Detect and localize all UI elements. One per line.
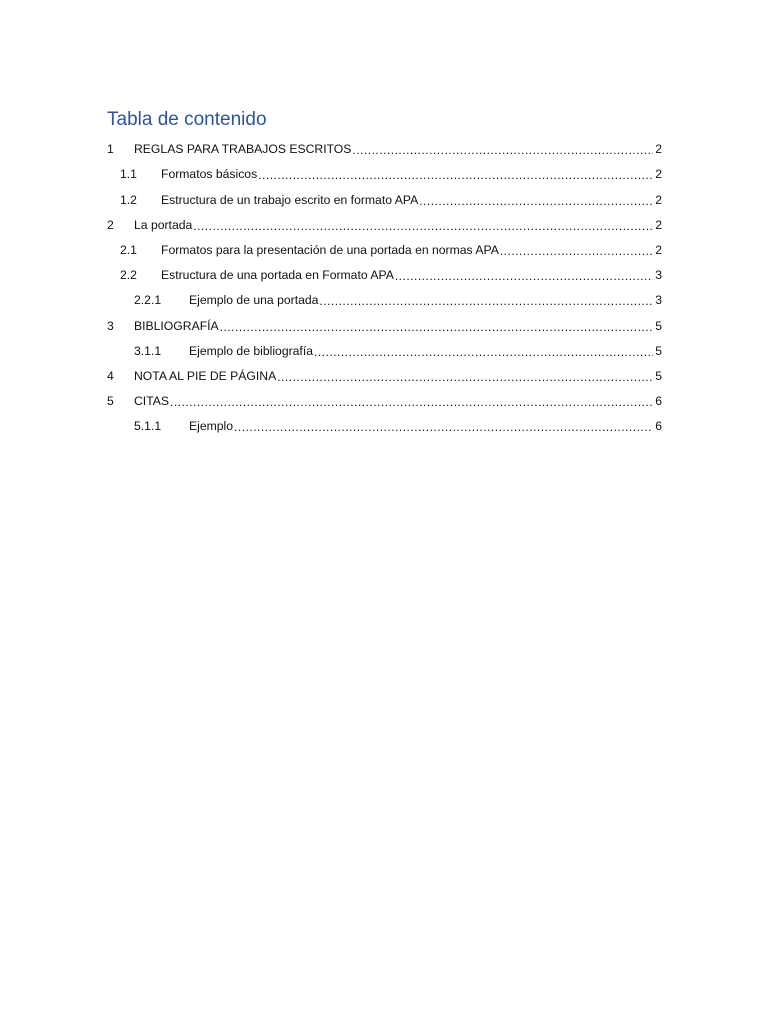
toc-entry-text: BIBLIOGRAFÍA	[134, 318, 219, 333]
toc-entry-number: 1.2	[120, 192, 137, 207]
toc-entry-number: 5.1.1	[134, 419, 162, 434]
toc-dot-leader	[500, 245, 653, 257]
toc-entry-page-number: 2	[655, 142, 662, 157]
toc-entry-page-number: 2	[655, 217, 662, 232]
toc-entry-text: Ejemplo de bibliografía	[189, 343, 313, 358]
toc-entry[interactable]	[107, 161, 662, 186]
toc-entry-text: Formatos para la presentación de una portada en normas APA	[161, 242, 499, 257]
toc-entry-page-number: 5	[655, 368, 662, 383]
toc-entry-text: NOTA AL PIE DE PÁGINA	[134, 368, 277, 383]
toc-entry-number: 2.2	[120, 268, 137, 283]
toc-dot-leader	[352, 144, 653, 156]
toc-dot-leader	[220, 321, 653, 333]
toc-list	[107, 136, 662, 438]
toc-entry-page-number: 2	[655, 192, 662, 207]
toc-entry-number: 2.1	[120, 242, 137, 257]
toc-dot-leader	[234, 421, 653, 433]
toc-entry-number: 1	[107, 142, 114, 157]
toc-dot-leader	[170, 396, 653, 408]
toc-entry[interactable]	[107, 212, 662, 237]
toc-entry-number: 4	[107, 368, 114, 383]
toc-entry[interactable]	[107, 262, 662, 287]
toc-entry[interactable]	[107, 287, 662, 312]
toc-entry-text: Estructura de un trabajo escrito en formato APA	[161, 192, 419, 207]
toc-entry-number: 2	[107, 217, 114, 232]
toc-entry-page-number: 6	[655, 394, 662, 409]
toc-dot-leader	[395, 270, 653, 282]
toc-entry-page-number: 2	[655, 167, 662, 182]
toc-dot-leader	[277, 371, 653, 383]
toc-entry-text: Formatos básicos	[161, 167, 258, 182]
toc-dot-leader	[314, 346, 653, 358]
toc-entry-text: La portada	[134, 217, 193, 232]
toc-dot-leader	[258, 169, 653, 181]
toc-entry-number: 2.2.1	[134, 293, 162, 308]
toc-dot-leader	[419, 195, 653, 207]
toc-entry[interactable]	[107, 136, 662, 161]
toc-entry-number: 5	[107, 394, 114, 409]
toc-entry[interactable]	[107, 312, 662, 337]
toc-entry[interactable]	[107, 363, 662, 388]
toc-entry[interactable]	[107, 237, 662, 262]
table-of-contents	[107, 108, 662, 438]
toc-dot-leader	[193, 220, 653, 232]
toc-entry-page-number: 3	[655, 293, 662, 308]
toc-entry-text: CITAS	[134, 394, 169, 409]
toc-entry[interactable]	[107, 186, 662, 211]
toc-entry[interactable]	[107, 388, 662, 413]
toc-entry-number: 3.1.1	[134, 343, 162, 358]
toc-entry[interactable]	[107, 413, 662, 438]
toc-entry-text: Estructura de una portada en Formato APA	[161, 268, 394, 283]
toc-entry-number: 1.1	[120, 167, 137, 182]
toc-entry[interactable]	[107, 338, 662, 363]
toc-dot-leader	[319, 295, 653, 307]
toc-entry-text: REGLAS PARA TRABAJOS ESCRITOS	[134, 142, 352, 157]
toc-entry-text: Ejemplo	[189, 419, 234, 434]
toc-entry-page-number: 6	[655, 419, 662, 434]
toc-entry-page-number: 5	[655, 318, 662, 333]
toc-entry-page-number: 3	[655, 268, 662, 283]
toc-entry-number: 3	[107, 318, 114, 333]
toc-entry-page-number: 2	[655, 242, 662, 257]
toc-entry-text: Ejemplo de una portada	[189, 293, 319, 308]
toc-title: Tabla de contenido	[107, 109, 267, 130]
toc-entry-page-number: 5	[655, 343, 662, 358]
